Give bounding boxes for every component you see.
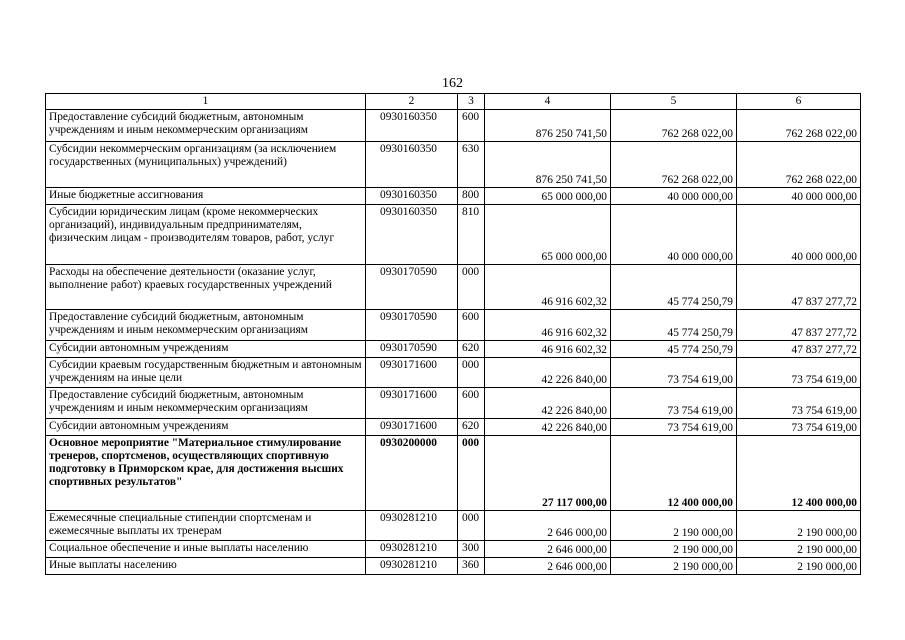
row-amount-year1-cell: 46 916 602,32 [485,265,611,310]
row-amount-year3-cell: 2 190 000,00 [737,511,861,541]
row-vr-cell: 000 [458,436,485,511]
row-amount-year1-cell: 2 646 000,00 [485,558,611,575]
row-amount-year2-cell: 762 268 022,00 [611,110,737,142]
row-csr-cell: 0930170590 [366,341,458,358]
row-amount-year2-cell: 2 190 000,00 [611,541,737,558]
row-name-cell: Иные бюджетные ассигнования [46,188,366,205]
table-row [46,388,861,419]
row-name-cell: Субсидии автономным учреждениям [46,341,366,358]
row-csr-cell: 0930200000 [366,436,458,511]
row-amount-year2-cell: 73 754 619,00 [611,419,737,436]
row-vr-cell: 620 [458,419,485,436]
row-csr-cell: 0930281210 [366,541,458,558]
table-row [46,205,861,265]
row-amount-year3-cell: 40 000 000,00 [737,188,861,205]
row-name-cell: Субсидии некоммерческим организациям (за исключением государственных (муниципальных) учреждений) [46,142,366,188]
row-amount-year2-cell: 45 774 250,79 [611,265,737,310]
row-name-cell: Расходы на обеспечение деятельности (оказание услуг, выполнение работ) краевых государственных учреждений [46,265,366,310]
row-name-cell: Субсидии автономным учреждениям [46,419,366,436]
row-csr-cell: 0930281210 [366,511,458,541]
row-amount-year2-cell: 12 400 000,00 [611,436,737,511]
row-csr-cell: 0930171600 [366,358,458,388]
row-name-cell: Иные выплаты населению [46,558,366,575]
row-csr-cell: 0930171600 [366,419,458,436]
header-col-2: 2 [366,94,458,110]
row-amount-year3-cell: 2 190 000,00 [737,541,861,558]
row-amount-year3-cell: 73 754 619,00 [737,419,861,436]
table-row [46,188,861,205]
row-amount-year3-cell: 47 837 277,72 [737,341,861,358]
table-row [46,558,861,575]
row-vr-cell: 630 [458,142,485,188]
table-row [46,419,861,436]
page-number: 162 [442,76,463,91]
row-amount-year1-cell: 46 916 602,32 [485,341,611,358]
row-amount-year1-cell: 27 117 000,00 [485,436,611,511]
row-amount-year1-cell: 42 226 840,00 [485,419,611,436]
row-vr-cell: 600 [458,310,485,341]
table-row [46,310,861,341]
row-amount-year1-cell: 42 226 840,00 [485,388,611,419]
table-row [46,511,861,541]
row-name-cell: Субсидии юридическим лицам (кроме некоммерческих организаций), индивидуальным предпринимателям, физическим лицам - производителям товаров, работ, услуг [46,205,366,265]
row-csr-cell: 0930171600 [366,388,458,419]
header-col-4: 4 [485,94,611,110]
row-csr-cell: 0930170590 [366,265,458,310]
row-amount-year3-cell: 12 400 000,00 [737,436,861,511]
row-vr-cell: 000 [458,265,485,310]
row-amount-year3-cell: 762 268 022,00 [737,142,861,188]
row-amount-year1-cell: 2 646 000,00 [485,511,611,541]
row-amount-year2-cell: 2 190 000,00 [611,558,737,575]
row-vr-cell: 620 [458,341,485,358]
row-amount-year1-cell: 65 000 000,00 [485,205,611,265]
row-vr-cell: 810 [458,205,485,265]
table-row [46,436,861,511]
row-vr-cell: 800 [458,188,485,205]
row-amount-year2-cell: 73 754 619,00 [611,358,737,388]
row-amount-year1-cell: 2 646 000,00 [485,541,611,558]
row-amount-year3-cell: 2 190 000,00 [737,558,861,575]
row-vr-cell: 360 [458,558,485,575]
row-amount-year2-cell: 40 000 000,00 [611,188,737,205]
header-row [46,94,861,110]
row-amount-year1-cell: 65 000 000,00 [485,188,611,205]
table-row [46,110,861,142]
row-name-cell: Субсидии краевым государственным бюджетным и автономным учреждениям на иные цели [46,358,366,388]
row-vr-cell: 000 [458,511,485,541]
row-amount-year3-cell: 40 000 000,00 [737,205,861,265]
row-vr-cell: 300 [458,541,485,558]
row-name-cell: Основное мероприятие "Материальное стимулирование тренеров, спортсменов, осуществляющих спортивную подготовку в Приморском крае, для достижения высших спортивных результатов" [46,436,366,511]
row-csr-cell: 0930160350 [366,142,458,188]
header-col-6: 6 [737,94,861,110]
row-amount-year2-cell: 73 754 619,00 [611,388,737,419]
table-row [46,541,861,558]
row-amount-year1-cell: 46 916 602,32 [485,310,611,341]
row-amount-year2-cell: 762 268 022,00 [611,142,737,188]
row-name-cell: Социальное обеспечение и иные выплаты населению [46,541,366,558]
row-amount-year2-cell: 40 000 000,00 [611,205,737,265]
row-amount-year1-cell: 876 250 741,50 [485,110,611,142]
row-amount-year3-cell: 47 837 277,72 [737,265,861,310]
table-body [46,110,861,575]
row-vr-cell: 000 [458,358,485,388]
row-name-cell: Предоставление субсидий бюджетным, автономным учреждениям и иным некоммерческим организациям [46,310,366,341]
row-csr-cell: 0930160350 [366,205,458,265]
row-csr-cell: 0930160350 [366,110,458,142]
row-amount-year3-cell: 73 754 619,00 [737,358,861,388]
row-amount-year2-cell: 2 190 000,00 [611,511,737,541]
header-col-1: 1 [46,94,366,110]
table-row [46,265,861,310]
row-amount-year1-cell: 876 250 741,50 [485,142,611,188]
row-amount-year2-cell: 45 774 250,79 [611,310,737,341]
row-name-cell: Предоставление субсидий бюджетным, автономным учреждениям и иным некоммерческим организациям [46,110,366,142]
row-name-cell: Предоставление субсидий бюджетным, автономным учреждениям и иным некоммерческим организациям [46,388,366,419]
row-csr-cell: 0930281210 [366,558,458,575]
header-col-5: 5 [611,94,737,110]
table-row [46,142,861,188]
row-name-cell: Ежемесячные специальные стипендии спортсменам и ежемесячные выплаты их тренерам [46,511,366,541]
table-row [46,341,861,358]
row-amount-year3-cell: 762 268 022,00 [737,110,861,142]
row-amount-year3-cell: 73 754 619,00 [737,388,861,419]
row-csr-cell: 0930160350 [366,188,458,205]
header-col-3: 3 [458,94,485,110]
row-vr-cell: 600 [458,110,485,142]
budget-table [45,93,861,575]
row-amount-year2-cell: 45 774 250,79 [611,341,737,358]
row-vr-cell: 600 [458,388,485,419]
row-amount-year3-cell: 47 837 277,72 [737,310,861,341]
row-amount-year1-cell: 42 226 840,00 [485,358,611,388]
row-csr-cell: 0930170590 [366,310,458,341]
table-row [46,358,861,388]
